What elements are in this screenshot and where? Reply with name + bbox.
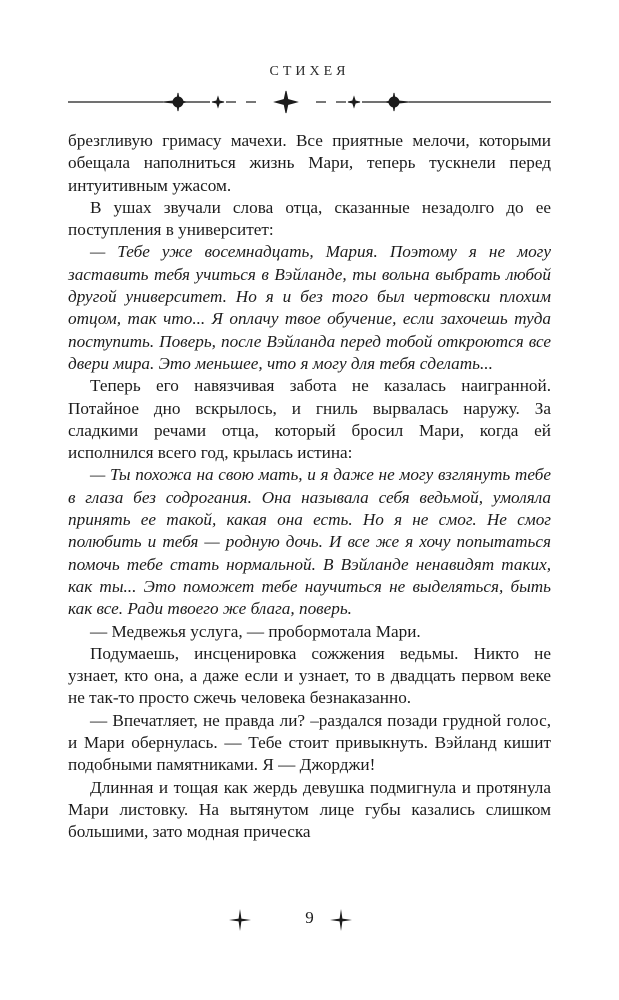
paragraph: Длинная и тощая как жердь девушка подмигнула и протянула Мари листовку. На вытянутом лице губы казались слишком большими, зато модная прическа — [68, 777, 551, 842]
page-footer — [0, 904, 619, 934]
paragraph: — Медвежья услуга, — пробормотала Мари. — [90, 621, 421, 641]
paragraph: Теперь его навязчивая забота не казалась наигранной. Потайное дно вскрылось, и гниль вырвалась наружу. За сладкими речами отца, который бросил Мари, когда ей исполнился всего год, крылась истина: — [68, 376, 551, 463]
paragraph: брезгливую гримасу мачехи. Все приятные мелочи, которыми обещала наполниться жизнь Мари, теперь тускнели перед интуитивным ужасом. — [68, 131, 551, 195]
four-point-star-icon — [329, 908, 353, 932]
paragraph: — Впечатляет, не правда ли? –раздался позади грудной голос, и Мари обернулась. — Тебе стоит привыкнуть. Вэйланд кишит подобными памятниками. Я — Джорджи! — [68, 710, 551, 775]
paragraph: Подумаешь, инсценировка сожжения ведьмы. Никто не узнает, кто она, а даже если и узнает, то в двадцать первом веке не так-то просто сжечь человека безнаказанно. — [68, 643, 551, 708]
body-text — [68, 130, 551, 844]
running-header-title: СТИХЕЯ — [269, 64, 350, 79]
page-number: 9 — [305, 908, 314, 927]
paragraph: В ушах звучали слова отца, сказанные незадолго до ее поступления в университет: — [68, 197, 551, 240]
quote-paragraph: — Тебе уже восемнадцать, Мария. Поэтому я не могу заставить тебя учиться в Вэйланде, ты вольна выбрать любой другой университет. Но я и без того был чертовски плохим отцом, так что... Я оплачу твое обучение, если захочешь туда поступить. Поверь, после Вэйланда перед тобой откроются все двери мира. Это меньшее, что я могу для тебя сделать... — [68, 242, 551, 373]
quote-paragraph: — Ты похожа на свою мать, и я даже не могу взглянуть тебе в глаза без содрогания. Она называла себя ведьмой, умоляла принять ее такой, какая она есть. Но я не смог. Не смог полюбить и тебя — родную дочь. И все же я хочу попытаться помочь тебе стать нормальной. В Вэйланде ненавидят таких, как ты... Это поможет тебе научиться не выделяться, быть как все. Ради твоего же блага, поверь. — [68, 465, 551, 619]
flourish-divider-icon — [68, 90, 551, 114]
